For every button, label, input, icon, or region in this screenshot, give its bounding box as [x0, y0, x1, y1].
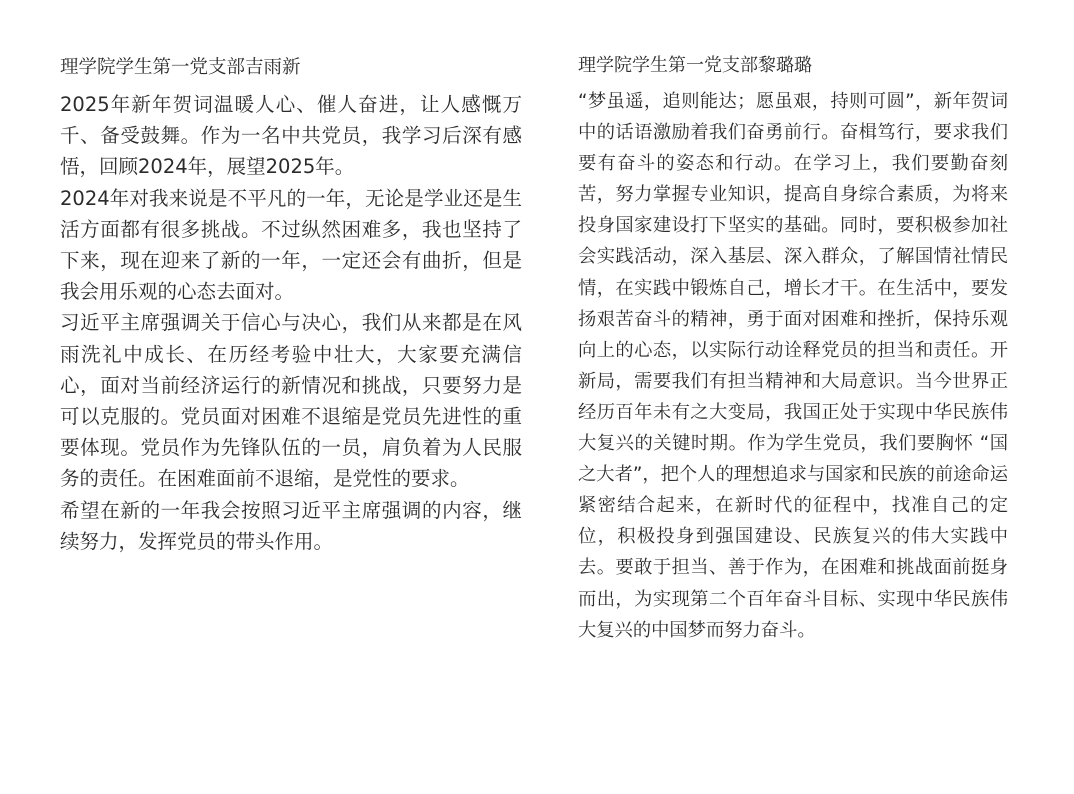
left-paragraph-2: 2024年对我来说是不平凡的一年，无论是学业还是生活方面都有很多挑战。不过纵然困难多，我也坚持了下来，现在迎来了新的一年，一定还会有曲折，但是我会用乐观的心态去面对。	[60, 186, 522, 304]
left-paragraph-3: 习近平主席强调关于信心与决心，我们从来都是在风雨洗礼中成长、在历经考验中壮大，大家要充满信心，面对当前经济运行的新情况和挑战，只要努力是可以克服的。党员面对困难不退缩是党员先进性的重要体现。党员作为先锋队伍的一员，肩负着为人民服务的责任。在困难面前不退缩，是党性的要求。	[60, 311, 522, 491]
left-paragraph-1: 2025年新年贺词温暖人心、催人奋进，让人感慨万千、备受鼓舞。作为一名中共党员，我学习后深有感悟，回顾2024年，展望2025年。	[60, 93, 522, 179]
left-statement-body	[60, 89, 522, 557]
right-statement-body	[578, 86, 1008, 646]
left-author-title: 理学院学生第一党支部吉雨新	[60, 57, 301, 78]
left-paragraph-4: 希望在新的一年我会按照习近平主席强调的内容，继续努力，发挥党员的带头作用。	[60, 498, 522, 553]
right-paragraph-1: “梦虽遥，追则能达；愿虽艰，持则可圆”，新年贺词中的话语激励着我们奋勇前行。奋楫笃行，要求我们要有奋斗的姿态和行动。在学习上，我们要勤奋刻苦，努力掌握专业知识，提高自身综合素质，为将来投身国家建设打下坚实的基础。同时，要积极参加社会实践活动，深入基层、深入群众，了解国情社情民情，在实践中锻炼自己，增长才干。在生活中，要发扬艰苦奋斗的精神，勇于面对困难和挫折，保持乐观向上的心态，以实际行动诠释党员的担当和责任。开新局，需要我们有担当精神和大局意识。当今世界正经历百年未有之大变局，我国正处于实现中华民族伟大复兴的关键时期。作为学生党员，我们要胸怀 “国之大者”，把个人的理想追求与国家和民族的前途命运紧密结合起来，在新时代的征程中，找准自己的定位，积极投身到强国建设、民族复兴的伟大实践中去。要敢于担当、善于作为，在困难和挑战面前挺身而出，为实现第二个百年奋斗目标、实现中华民族伟大复兴的中国梦而努力奋斗。	[578, 91, 1008, 641]
right-author-title: 理学院学生第一党支部黎璐璐	[578, 55, 812, 76]
